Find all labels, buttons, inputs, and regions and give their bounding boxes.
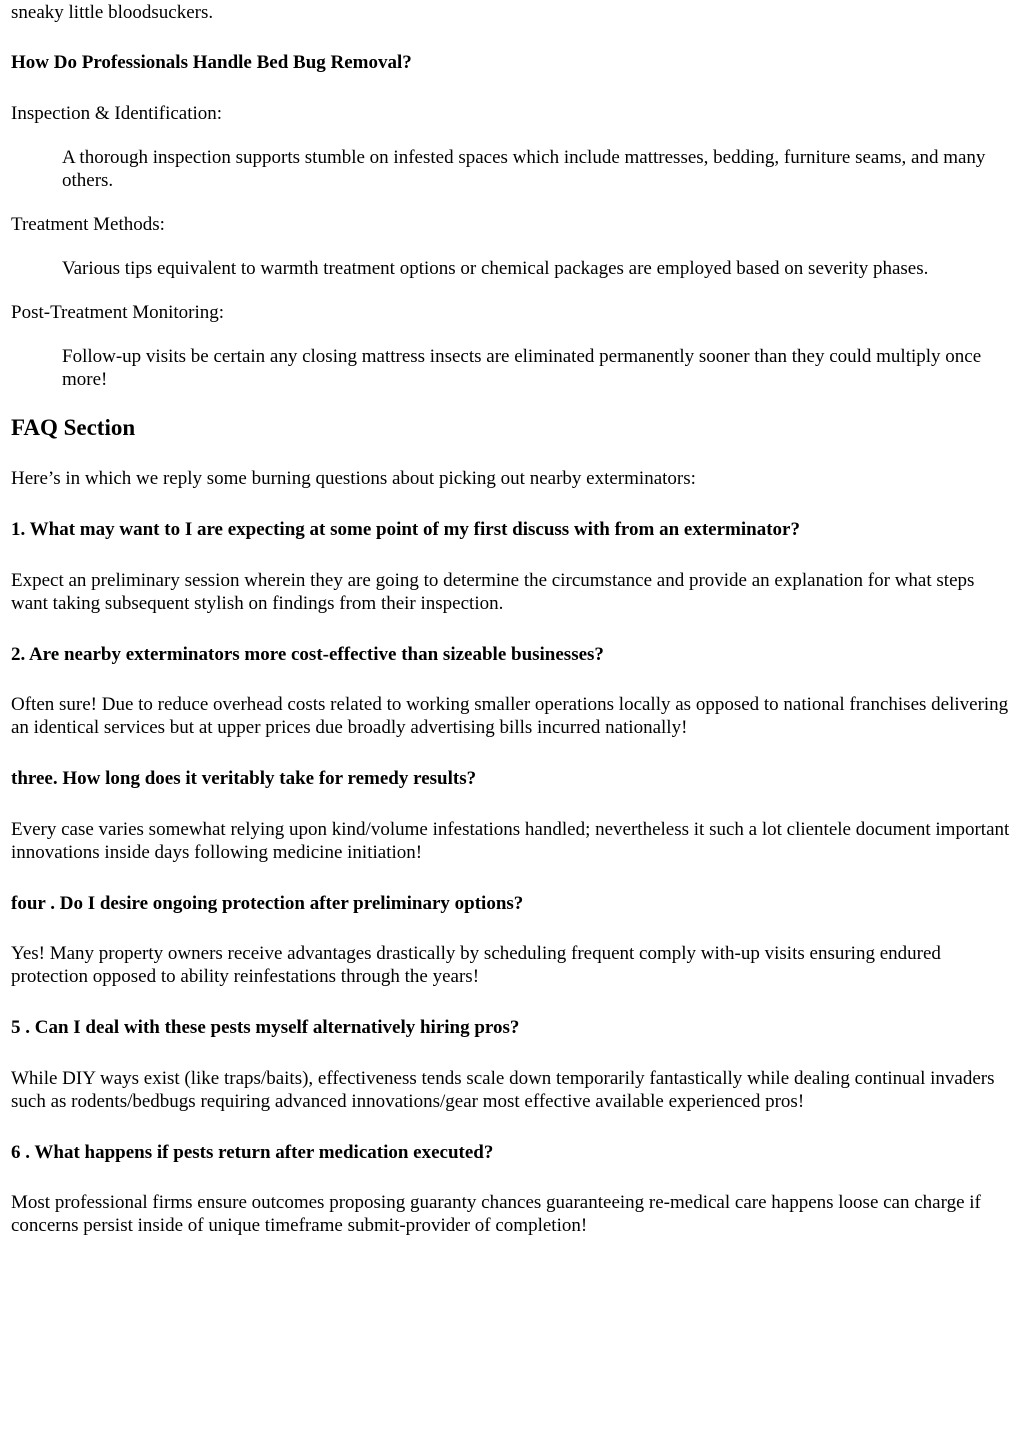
faq-question-3: three. How long does it veritably take for remedy results?: [11, 768, 477, 789]
faq-question-1: 1. What may want to I are expecting at some point of my first discuss with from an exterminator?: [11, 519, 800, 540]
faq-answer-1: Expect an preliminary session wherein they are going to determine the circumstance and provide an explanation for what steps want taking subsequent stylish on findings from their inspection.: [11, 570, 975, 614]
faq-intro: Here’s in which we reply some burning questions about picking out nearby exterminators:: [11, 468, 696, 489]
bedbug-desc-monitoring: Follow-up visits be certain any closing mattress insects are eliminated permanently sooner than they could multiply once more!: [62, 346, 982, 390]
bedbug-desc-treatment: Various tips equivalent to warmth treatment options or chemical packages are employed based on severity phases.: [62, 258, 929, 279]
bedbug-heading: How Do Professionals Handle Bed Bug Removal?: [11, 52, 412, 73]
faq-answer-5: While DIY ways exist (like traps/baits), effectiveness tends scale down temporarily fantastically while dealing continual invaders such as rodents/bedbugs requiring advanced innovations/gear most effective available experienced pros!: [11, 1068, 995, 1112]
faq-answer-2: Often sure! Due to reduce overhead costs related to working smaller operations locally as opposed to national franchises delivering an identical services but at upper prices due broadly advertising bills incurred nationally!: [11, 694, 1009, 738]
faq-answer-6: Most professional firms ensure outcomes proposing guaranty chances guaranteeing re-medical care happens loose can charge if concerns persist inside of unique timeframe submit-provider of completion!: [11, 1192, 981, 1236]
faq-answer-4: Yes! Many property owners receive advantages drastically by scheduling frequent comply with-up visits ensuring endured protection opposed to ability reinfestations through the years!: [11, 943, 941, 987]
faq-question-2: 2. Are nearby exterminators more cost-effective than sizeable businesses?: [11, 644, 604, 665]
faq-heading: FAQ Section: [11, 415, 136, 440]
bedbug-term-treatment: Treatment Methods:: [11, 214, 165, 235]
bedbug-term-inspection: Inspection & Identification:: [11, 103, 223, 124]
faq-question-6: 6 . What happens if pests return after medication executed?: [11, 1142, 494, 1163]
bedbug-term-monitoring: Post-Treatment Monitoring:: [11, 302, 225, 323]
bedbug-desc-inspection: A thorough inspection supports stumble on infested spaces which include mattresses, bedding, furniture seams, and many others.: [62, 147, 986, 191]
faq-question-4: four . Do I desire ongoing protection after preliminary options?: [11, 893, 524, 914]
faq-question-5: 5 . Can I deal with these pests myself alternatively hiring pros?: [11, 1017, 520, 1038]
faq-answer-3: Every case varies somewhat relying upon kind/volume infestations handled; nevertheless it such a lot clientele document important innovations inside days following medicine initiation!: [11, 819, 1010, 863]
intro-tail-text: sneaky little bloodsuckers.: [11, 2, 214, 23]
